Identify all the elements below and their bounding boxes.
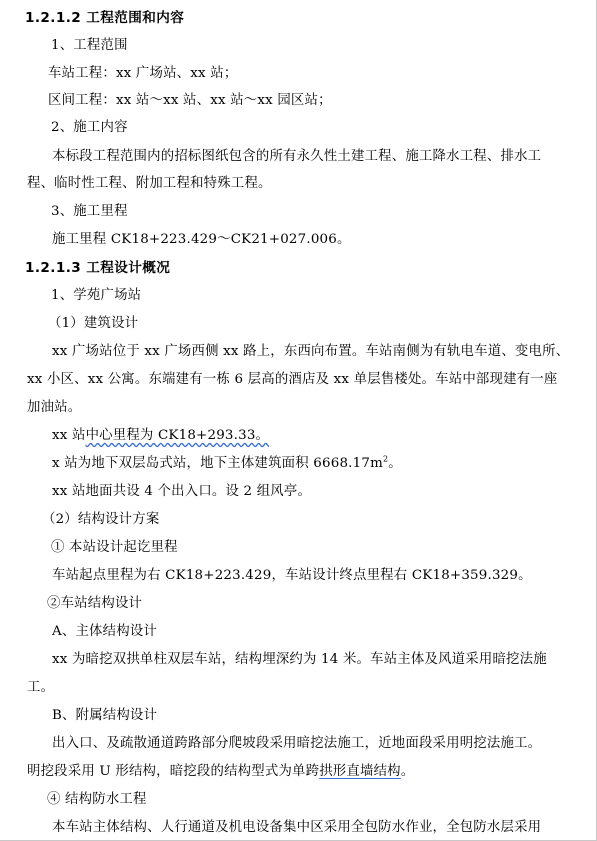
paragraph-line: 车站起点里程为右 CK18+223.429，车站设计终点里程右 CK18+359.329。 — [52, 568, 532, 583]
paragraph-line: 3、施工里程 — [51, 204, 128, 219]
paragraph-line: 本车站主体结构、人行通道及机电设备集中区采用全包防水作业，全包防水层采用 — [52, 820, 542, 835]
paragraph-line: 2、施工内容 — [51, 120, 128, 135]
paragraph-line: 施工里程 CK18+223.429～CK21+027.006。 — [52, 232, 351, 247]
paragraph-line: ① 本站设计起讫里程 — [51, 540, 178, 555]
text-run: 。 — [400, 764, 415, 779]
text-run: x 站为地下双层岛式站，地下主体建筑面积 6668.17m — [52, 456, 383, 471]
superscript: 2 — [382, 454, 389, 464]
text-run: 中心里程为 CK18+293.33。 — [85, 428, 270, 443]
paragraph-line: xx 小区、xx 公寓。东端建有一栋 6 层高的酒店及 xx 单层售楼处。车站中部现建有一座 — [27, 372, 558, 387]
paragraph-line: ②车站结构设计 — [47, 596, 143, 611]
paragraph-line: 工。 — [27, 680, 55, 695]
text-run: xx 站 — [52, 428, 86, 443]
paragraph-line: xx 为暗挖双拱单柱双层车站，结构埋深约为 14 米。车站主体及风道采用暗挖法施 — [52, 652, 547, 667]
paragraph-line: 1、工程范围 — [51, 38, 128, 53]
paragraph-line: 本标段工程范围内的招标图纸包含的所有永久性土建工程、施工降水工程、排水工 — [52, 149, 542, 164]
paragraph-line: 区间工程：xx 站～xx 站、xx 站～xx 园区站； — [48, 93, 332, 108]
paragraph-line: xx 广场站位于 xx 广场西侧 xx 路上，东西向布置。车站南侧为有轨电车道、变电所、 — [52, 344, 570, 359]
paragraph-line: 出入口、及疏散通道跨路部分爬坡段采用暗挖法施工，近地面段采用明挖法施工。 — [52, 736, 542, 751]
text-run: 。 — [388, 456, 402, 471]
text-run: 拱形直墙结构 — [319, 764, 401, 779]
paragraph-line: 加油站。 — [27, 400, 82, 415]
text-run: 明挖段采用 U 形结构，暗挖段的结构型式为单跨 — [27, 764, 320, 779]
paragraph-line: xx 站地面共设 4 个出入口。设 2 组风亭。 — [52, 484, 312, 499]
paragraph-line: （2）结构设计方案 — [42, 512, 160, 527]
paragraph-line: （1）建筑设计 — [48, 316, 139, 331]
section-heading-design: 1.2.1.3 工程设计概况 — [25, 260, 171, 276]
section-heading-scope: 1.2.1.2 工程范围和内容 — [25, 10, 185, 26]
paragraph-line — [27, 762, 414, 782]
paragraph-line: 程、临时性工程、附加工程和特殊工程。 — [27, 176, 272, 191]
paragraph-line: ④ 结构防水工程 — [47, 792, 147, 807]
paragraph-line: 1、学苑广场站 — [51, 288, 142, 303]
paragraph-line: B、附属结构设计 — [52, 708, 158, 723]
paragraph-line — [52, 426, 269, 446]
paragraph-line — [52, 454, 402, 474]
paragraph-line: A、主体结构设计 — [52, 624, 158, 639]
paragraph-line: 车站工程：xx 广场站、xx 站； — [48, 66, 238, 81]
